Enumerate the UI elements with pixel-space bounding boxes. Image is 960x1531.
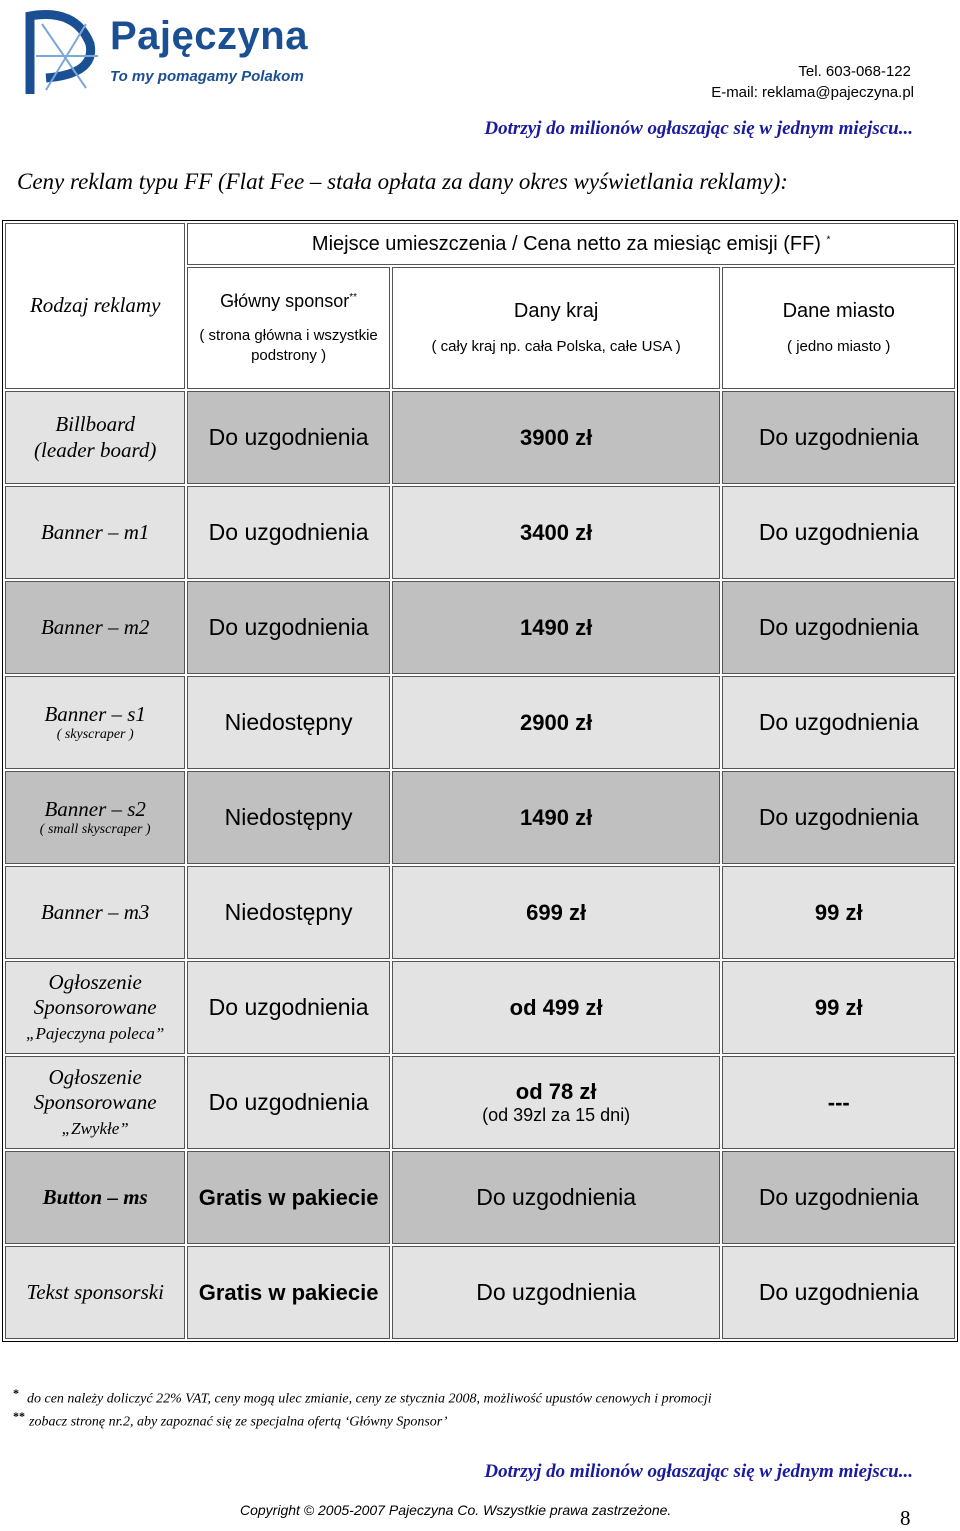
logo-mark-icon xyxy=(16,4,106,104)
cell-country: 1490 zł xyxy=(392,771,721,864)
cell-country: 3400 zł xyxy=(392,486,721,579)
page-heading: Ceny reklam typu FF (Flat Fee – stała opłata za dany okres wyświetlania reklamy): xyxy=(17,169,788,194)
cell-main-sponsor: Gratis w pakiecie xyxy=(187,1246,389,1339)
cell-city: --- xyxy=(722,1056,955,1149)
cell-main-sponsor: Do uzgodnienia xyxy=(187,486,389,579)
tagline-bottom: Dotrzyj do milionów ogłaszając się w jednym miejscu... xyxy=(484,1461,913,1482)
footnote-main-sponsor: ** zobacz stronę nr.2, aby zapoznać się ze specjalna ofertą ‘Główny Sponsor’ xyxy=(13,1409,448,1430)
row-label: Banner – s1 ( skyscraper ) xyxy=(5,676,185,769)
row-label: Banner – m2 xyxy=(5,581,185,674)
row-label: Billboard (leader board) xyxy=(5,391,185,484)
table-row xyxy=(5,1246,955,1339)
row-label: Banner – m1 xyxy=(5,486,185,579)
table-row xyxy=(5,676,955,769)
cell-main-sponsor: Gratis w pakiecie xyxy=(187,1151,389,1244)
tagline-top: Dotrzyj do milionów ogłaszając się w jednym miejscu... xyxy=(484,118,913,139)
contact-email: E-mail: reklama@pajeczyna.pl xyxy=(711,84,914,101)
cell-main-sponsor: Do uzgodnienia xyxy=(187,961,389,1054)
column-header-main-sponsor: Główny sponsor** ( strona główna i wszystkie podstrony ) xyxy=(187,267,389,389)
cell-city: Do uzgodnienia xyxy=(722,676,955,769)
row-label: Ogłoszenie Sponsorowane „Zwykłe” xyxy=(5,1056,185,1149)
column-header-country: Dany kraj ( cały kraj np. cała Polska, całe USA ) xyxy=(392,267,721,389)
row-label: Banner – m3 xyxy=(5,866,185,959)
cell-city: 99 zł xyxy=(722,866,955,959)
cell-main-sponsor: Do uzgodnienia xyxy=(187,581,389,674)
cell-city: Do uzgodnienia xyxy=(722,391,955,484)
cell-city: 99 zł xyxy=(722,961,955,1054)
table-row xyxy=(5,1151,955,1244)
cell-country: 2900 zł xyxy=(392,676,721,769)
cell-city: Do uzgodnienia xyxy=(722,581,955,674)
cell-country: od 78 zł (od 39zl za 15 dni) xyxy=(392,1056,721,1149)
table-row xyxy=(5,486,955,579)
price-table xyxy=(2,220,958,1342)
page-number: 8 xyxy=(900,1506,911,1530)
cell-city: Do uzgodnienia xyxy=(722,771,955,864)
cell-country: 3900 zł xyxy=(392,391,721,484)
cell-country: 1490 zł xyxy=(392,581,721,674)
table-row xyxy=(5,581,955,674)
table-row xyxy=(5,866,955,959)
cell-main-sponsor: Do uzgodnienia xyxy=(187,1056,389,1149)
copyright: Copyright © 2005-2007 Pajeczyna Co. Wszystkie prawa zastrzeżone. xyxy=(240,1502,672,1518)
logo-tagline: To my pomagamy Polakom xyxy=(110,68,304,85)
group-header: Miejsce umieszczenia / Cena netto za miesiąc emisji (FF) * xyxy=(187,223,955,265)
column-header-city: Dane miasto ( jedno miasto ) xyxy=(722,267,955,389)
row-label: Tekst sponsorski xyxy=(5,1246,185,1339)
row-label: Button – ms xyxy=(5,1151,185,1244)
cell-main-sponsor: Niedostępny xyxy=(187,676,389,769)
cell-city: Do uzgodnienia xyxy=(722,486,955,579)
cell-city: Do uzgodnienia xyxy=(722,1246,955,1339)
logo-title: Pajęczyna xyxy=(110,14,308,58)
table-row xyxy=(5,961,955,1054)
cell-main-sponsor: Do uzgodnienia xyxy=(187,391,389,484)
cell-main-sponsor: Niedostępny xyxy=(187,866,389,959)
column-header-type: Rodzaj reklamy xyxy=(5,223,185,389)
cell-country: Do uzgodnienia xyxy=(392,1246,721,1339)
cell-country: od 499 zł xyxy=(392,961,721,1054)
cell-main-sponsor: Niedostępny xyxy=(187,771,389,864)
table-row xyxy=(5,771,955,864)
footnote-vat: * do cen należy doliczyć 22% VAT, ceny mogą ulec zmianie, ceny ze stycznia 2008, możliwość upustów cenowych i promocji xyxy=(13,1386,712,1407)
row-label: Ogłoszenie Sponsorowane „Pajeczyna poleca” xyxy=(5,961,185,1054)
table-row xyxy=(5,391,955,484)
table-row xyxy=(5,1056,955,1149)
contact-phone: Tel. 603-068-122 xyxy=(798,63,911,80)
cell-city: Do uzgodnienia xyxy=(722,1151,955,1244)
cell-country: Do uzgodnienia xyxy=(392,1151,721,1244)
cell-country: 699 zł xyxy=(392,866,721,959)
row-label: Banner – s2 ( small skyscraper ) xyxy=(5,771,185,864)
